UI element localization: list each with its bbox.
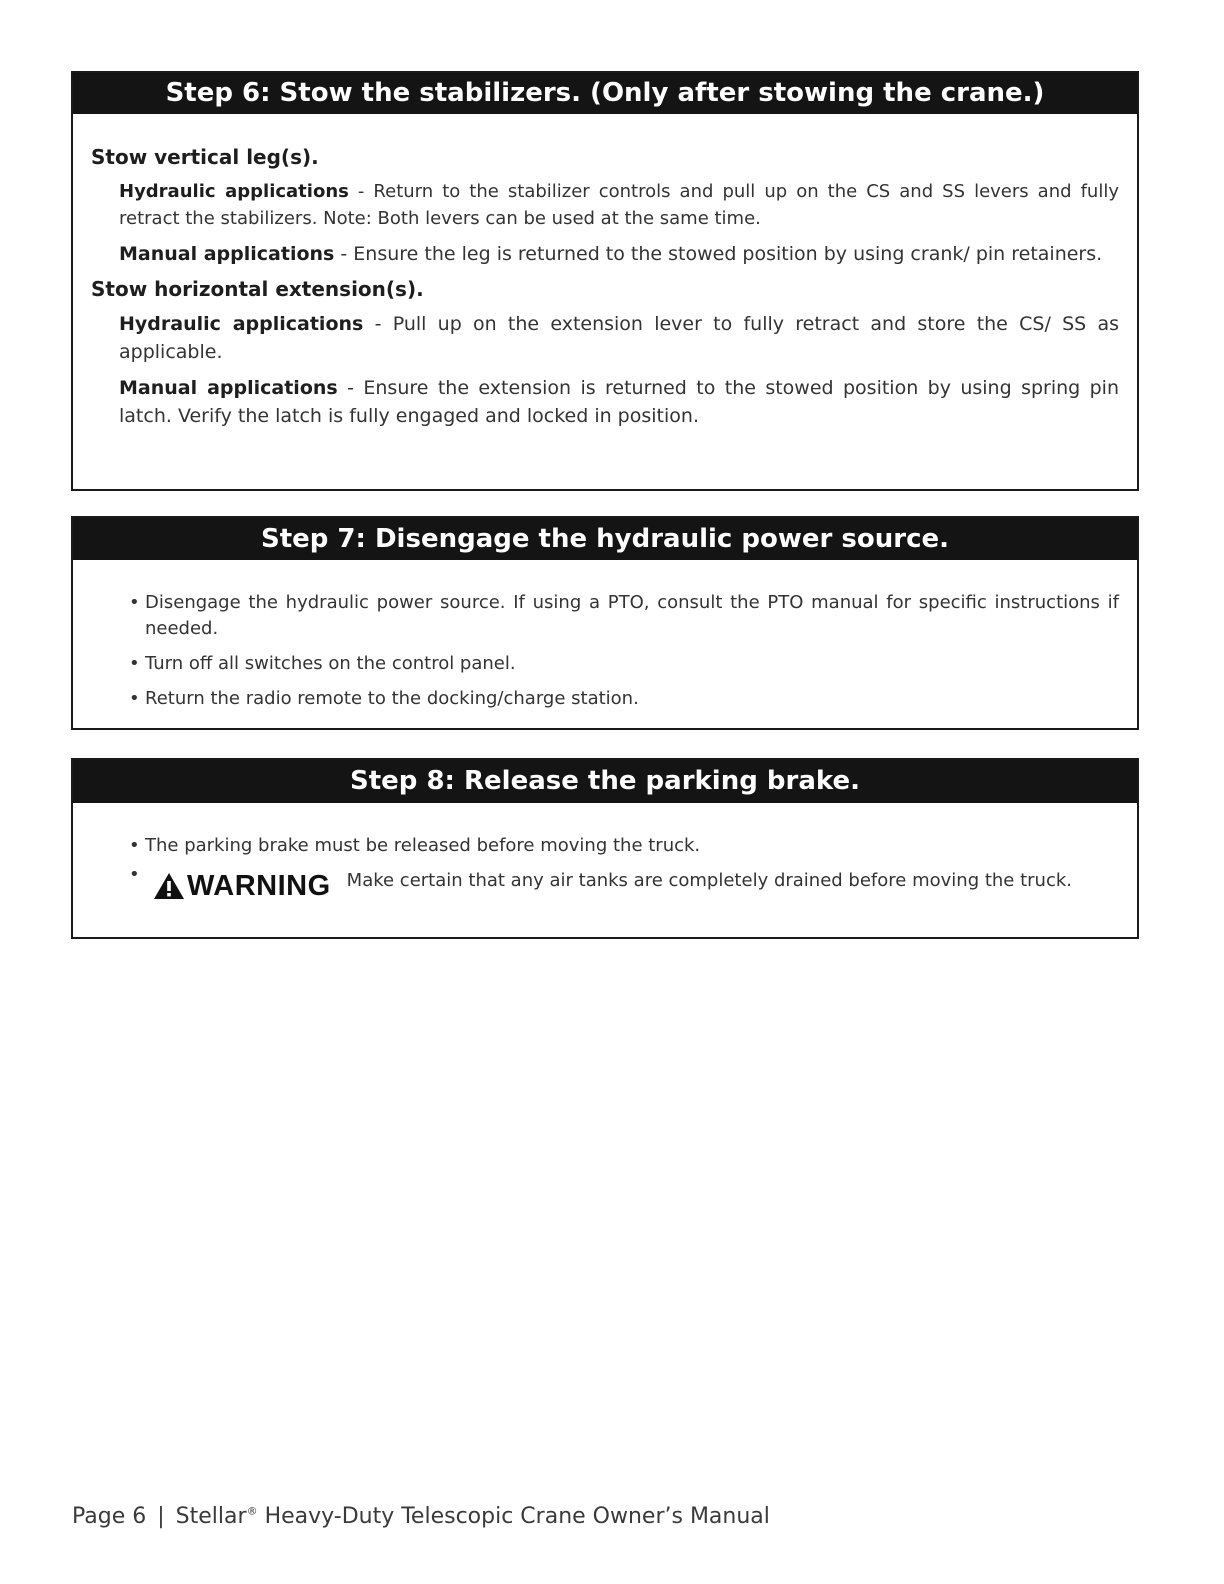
step7-bullet-list (91, 590, 1119, 712)
list-item: • Return the radio remote to the docking/charge station. (129, 688, 639, 709)
step7-title: Step 7: Disengage the hydraulic power source. (73, 518, 1137, 560)
brand-name: Stellar (175, 1504, 247, 1529)
stow-vertical-heading: Stow vertical leg(s). (91, 145, 319, 169)
warning-row (145, 868, 1119, 900)
step8-bullet-list (91, 833, 1119, 900)
vertical-hydraulic-paragraph (119, 178, 1119, 232)
footer-separator: | (157, 1504, 165, 1529)
stow-horizontal-heading: Stow horizontal extension(s). (91, 277, 424, 301)
step7-body (73, 560, 1137, 712)
warning-triangle-icon (153, 872, 185, 900)
horizontal-hydraulic-text: - Pull up on the extension lever to fully retract and store the CS/ SS as applicable. (119, 313, 1120, 363)
list-item: • Disengage the hydraulic power source. If using a PTO, consult the PTO manual for specific instructions if needed. (129, 592, 1119, 639)
step6-body (73, 114, 1137, 430)
warning-list-item: • WARNING Make certain that any air tanks are completely drained before moving the truck. (129, 868, 1119, 900)
list-item: • The parking brake must be released before moving the truck. (129, 835, 701, 856)
horizontal-hydraulic-paragraph (119, 310, 1119, 366)
horizontal-hydraulic-lead: Hydraulic applications (119, 313, 364, 335)
vertical-manual-lead: Manual applications (119, 243, 335, 265)
list-item: • Turn off all switches on the control panel. (129, 653, 516, 674)
warning-text: Make certain that any air tanks are completely drained before moving the truck. (346, 870, 1073, 891)
vertical-hydraulic-lead: Hydraulic applications (119, 181, 349, 202)
horizontal-manual-text: - Ensure the extension is returned to the stowed position by using spring pin latch. Verify the latch is fully engaged and locked in position. (119, 377, 1119, 427)
step7-box (71, 516, 1139, 730)
step6-box (71, 71, 1139, 491)
step8-box (71, 758, 1139, 939)
registered-mark: ® (246, 1504, 258, 1518)
warning-label: WARNING (153, 872, 331, 900)
page-number: Page 6 (72, 1504, 147, 1529)
vertical-manual-text: - Ensure the leg is returned to the stowed position by using crank/ pin retainers. (334, 243, 1103, 265)
step6-title: Step 6: Stow the stabilizers. (Only after stowing the crane.) (73, 73, 1137, 114)
step8-body (73, 803, 1137, 900)
manual-title: Heavy-Duty Telescopic Crane Owner’s Manual (264, 1504, 770, 1529)
horizontal-manual-paragraph (119, 374, 1119, 430)
step8-title: Step 8: Release the parking brake. (73, 760, 1137, 803)
page-footer (72, 1504, 770, 1529)
horizontal-manual-lead: Manual applications (119, 377, 338, 399)
vertical-hydraulic-text: - Return to the stabilizer controls and pull up on the CS and SS levers and fully retract the stabilizers. Note: Both levers can be used at the same time. (119, 181, 1119, 229)
vertical-manual-paragraph (119, 240, 1119, 268)
